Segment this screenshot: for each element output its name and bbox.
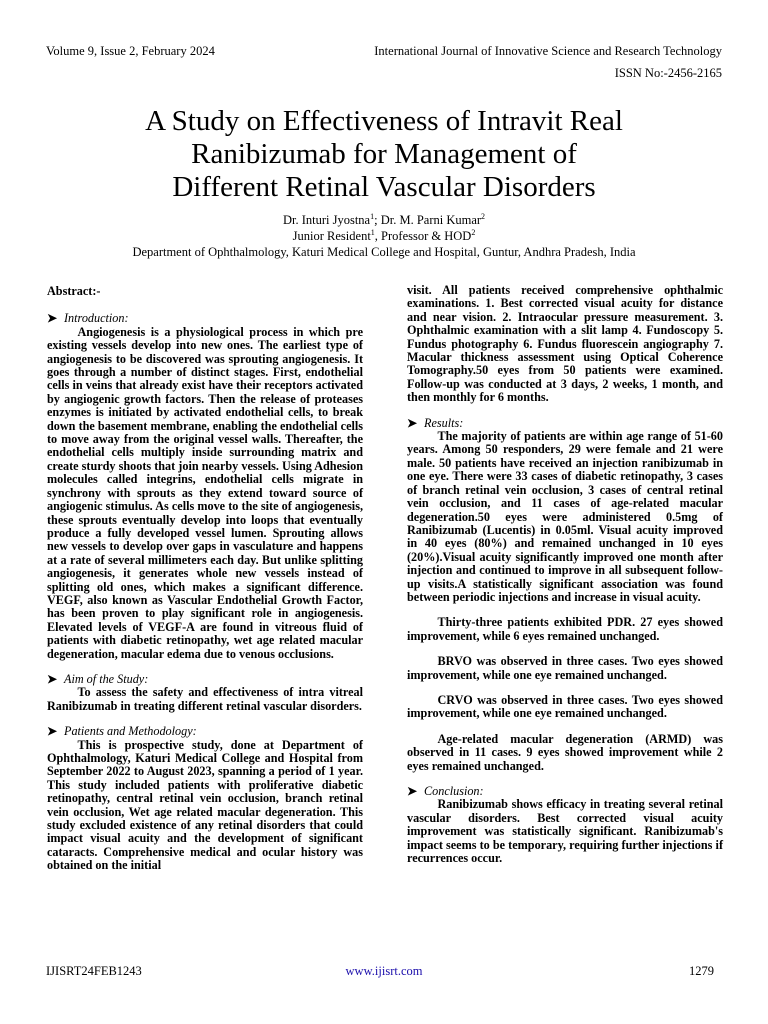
arrow-bullet-icon: ➤ [47,724,58,739]
results-paragraph: CRVO was observed in three cases. Two eyes showed improvement, while one eye remained unchanged. [407,692,723,721]
results-paragraph: Age-related macular degeneration (ARMD) was observed in 11 cases. 9 eyes showed improvement while 2 eyes remained unchanged. [407,731,723,773]
title-line: A Study on Effectiveness of Intravit Real [145,105,623,138]
abstract-label: Abstract:- [47,284,101,298]
author-block [0,212,768,260]
aim-text: To assess the safety and effectiveness of intra vitreal Ranibizumab in treating different retinal vascular disorders. [47,685,363,713]
header-volume: Volume 9, Issue 2, February 2024 [46,44,215,58]
arrow-bullet-icon: ➤ [47,311,58,326]
right-column [407,284,723,865]
arrow-bullet-icon: ➤ [407,415,418,430]
author-names: Dr. Inturi Jyostna$^1$; Dr. M. Parni Kumar$^2$ [282,211,486,227]
section-heading: ➤ Introduction: [47,311,129,326]
results-paragraph: The majority of patients are within age range of 51-60 years. Among 50 responders, 29 were female and 21 were male. 50 patients have received an injection ranibizumab in one eye. There were 33 cases of diabetic retinopathy, 3 cases of branch retinal vein occlusion, 3 cases of central retinal vein occlusion, and 11 cases of age-related macular degeneration.50 eyes were administered 0.5mg of Ranibizumab (Lucentis) in 0.05ml. Visual acuity improved in 40 eyes (80%) and remained unchanged in 10 eyes (20%).Visual acuity significantly improved one month after injection and continued to improve in all subsequent follow-up visits.A statistically significant association was found between periodic injections and increase in visual acuity. [407,429,723,604]
methods-text: This is prospective study, done at Department of Ophthalmology, Katuri Medical College and Hospital from September 2022 to August 2023, spanning a period of 1 year. This study included patients with proliferative diabetic retinopathy, central retinal vein occlusion, branch retinal vein occlusion, Wet age related macular degeneration. This study excluded existence of any retinal disorders that could impact visual acuity and the development of significant cataracts. Comprehensive medical and ocular history was obtained on the initial [47,737,363,873]
section-heading: ➤ Conclusion: [407,784,484,798]
section-heading: ➤ Aim of the Study: [47,671,149,686]
paper-title [0,105,768,204]
footer-website-link[interactable]: www.ijisrt.com [345,964,423,978]
section-heading: ➤ Patients and Methodology: [47,724,197,739]
section-heading: ➤ Results: [407,415,464,430]
footer-page-number: 1279 [689,964,714,978]
results-paragraph: BRVO was observed in three cases. Two eyes showed improvement, while one eye remained unchanged. [407,654,723,682]
arrow-bullet-icon: ➤ [47,671,58,686]
methods-continued-text: visit. All patients received comprehensive ophthalmic examinations. 1. Best corrected visual acuity for distance and near vision. 2. Intraocular pressure measurement. 3. Ophthalmic examination with a slit lamp 4. Fundoscopy 5. Fundus photography 6. Fundus fluorescein angiography 7. Macular thickness assessment using Optical Coherence Tomography.50 eyes from 50 patients were examined. Follow-up was conducted at 3 days, 2 weeks, 1 month, and then monthly for 6 months. [407,283,723,405]
header-journal: International Journal of Innovative Science and Research Technology [374,44,722,58]
author-roles: Junior Resident$^1$, Professor & HOD$^2$ [292,227,476,243]
introduction-text: Angiogenesis is a physiological process in which pre existing vessels develop into new ones. The earliest type of angiogenesis to be discovered was sprouting angiogenesis. It goes through a number of distinct stages. First, endothelial cells in veins that already exist have their receptors activated by angiogenic growth factors. Then the release of proteases enzymes is initiated by activated endothelial cells, to break down the basement membrane, enabling the endothelial cells to move away from the original vessel walls. Thereafter, the endothelial cells multiply inside surrounding matrix and create sturdy shoots that join nearby vessels. Using Adhesion molecules called integrins, endothelial cells migrate in synchrony with sprouts as they extend toward source of angiogenic stimulus. As cells move to the site of angiogenesis, these sprouts eventually develop into loops that eventually produce a fully developed vessel lumen. Sprouting allows new vessels to develop over gaps in vasculature and happens at a rate of several millimeters each day. But unlike splitting angiogenesis, it generates whole new vessels instead of splitting old ones, which makes a significant difference. VEGF, also known as Vascular Endothelial Growth Factor, has been proven to play significant role in angiogenesis. Elevated levels of VEGF-A are found in vitreous fluid of patients with diabetic retinopathy, wet age related macular degeneration, macular edema due to venous occlusions. [47,324,363,661]
results-paragraph: Thirty-three patients exhibited PDR. 27 eyes showed improvement, while 6 eyes remained unchanged. [407,615,723,643]
author-affiliation: Department of Ophthalmology, Katuri Medical College and Hospital, Guntur, Andhra Pradesh, India [132,245,636,259]
footer-paper-id: IJISRT24FEB1243 [46,964,142,978]
arrow-bullet-icon: ➤ [407,784,418,798]
left-column [47,285,363,873]
conclusion-text: Ranibizumab shows efficacy in treating several retinal vascular disorders. Best corrected visual acuity improvement was statistically significant. Ranibizumab's impact seems to be temporary, requiring further injections if recurrences occur. [407,797,723,866]
header-issn: ISSN No:-2456-2165 [614,66,722,80]
title-line: Different Retinal Vascular Disorders [172,171,596,204]
title-line: Ranibizumab for Management of [191,138,577,171]
